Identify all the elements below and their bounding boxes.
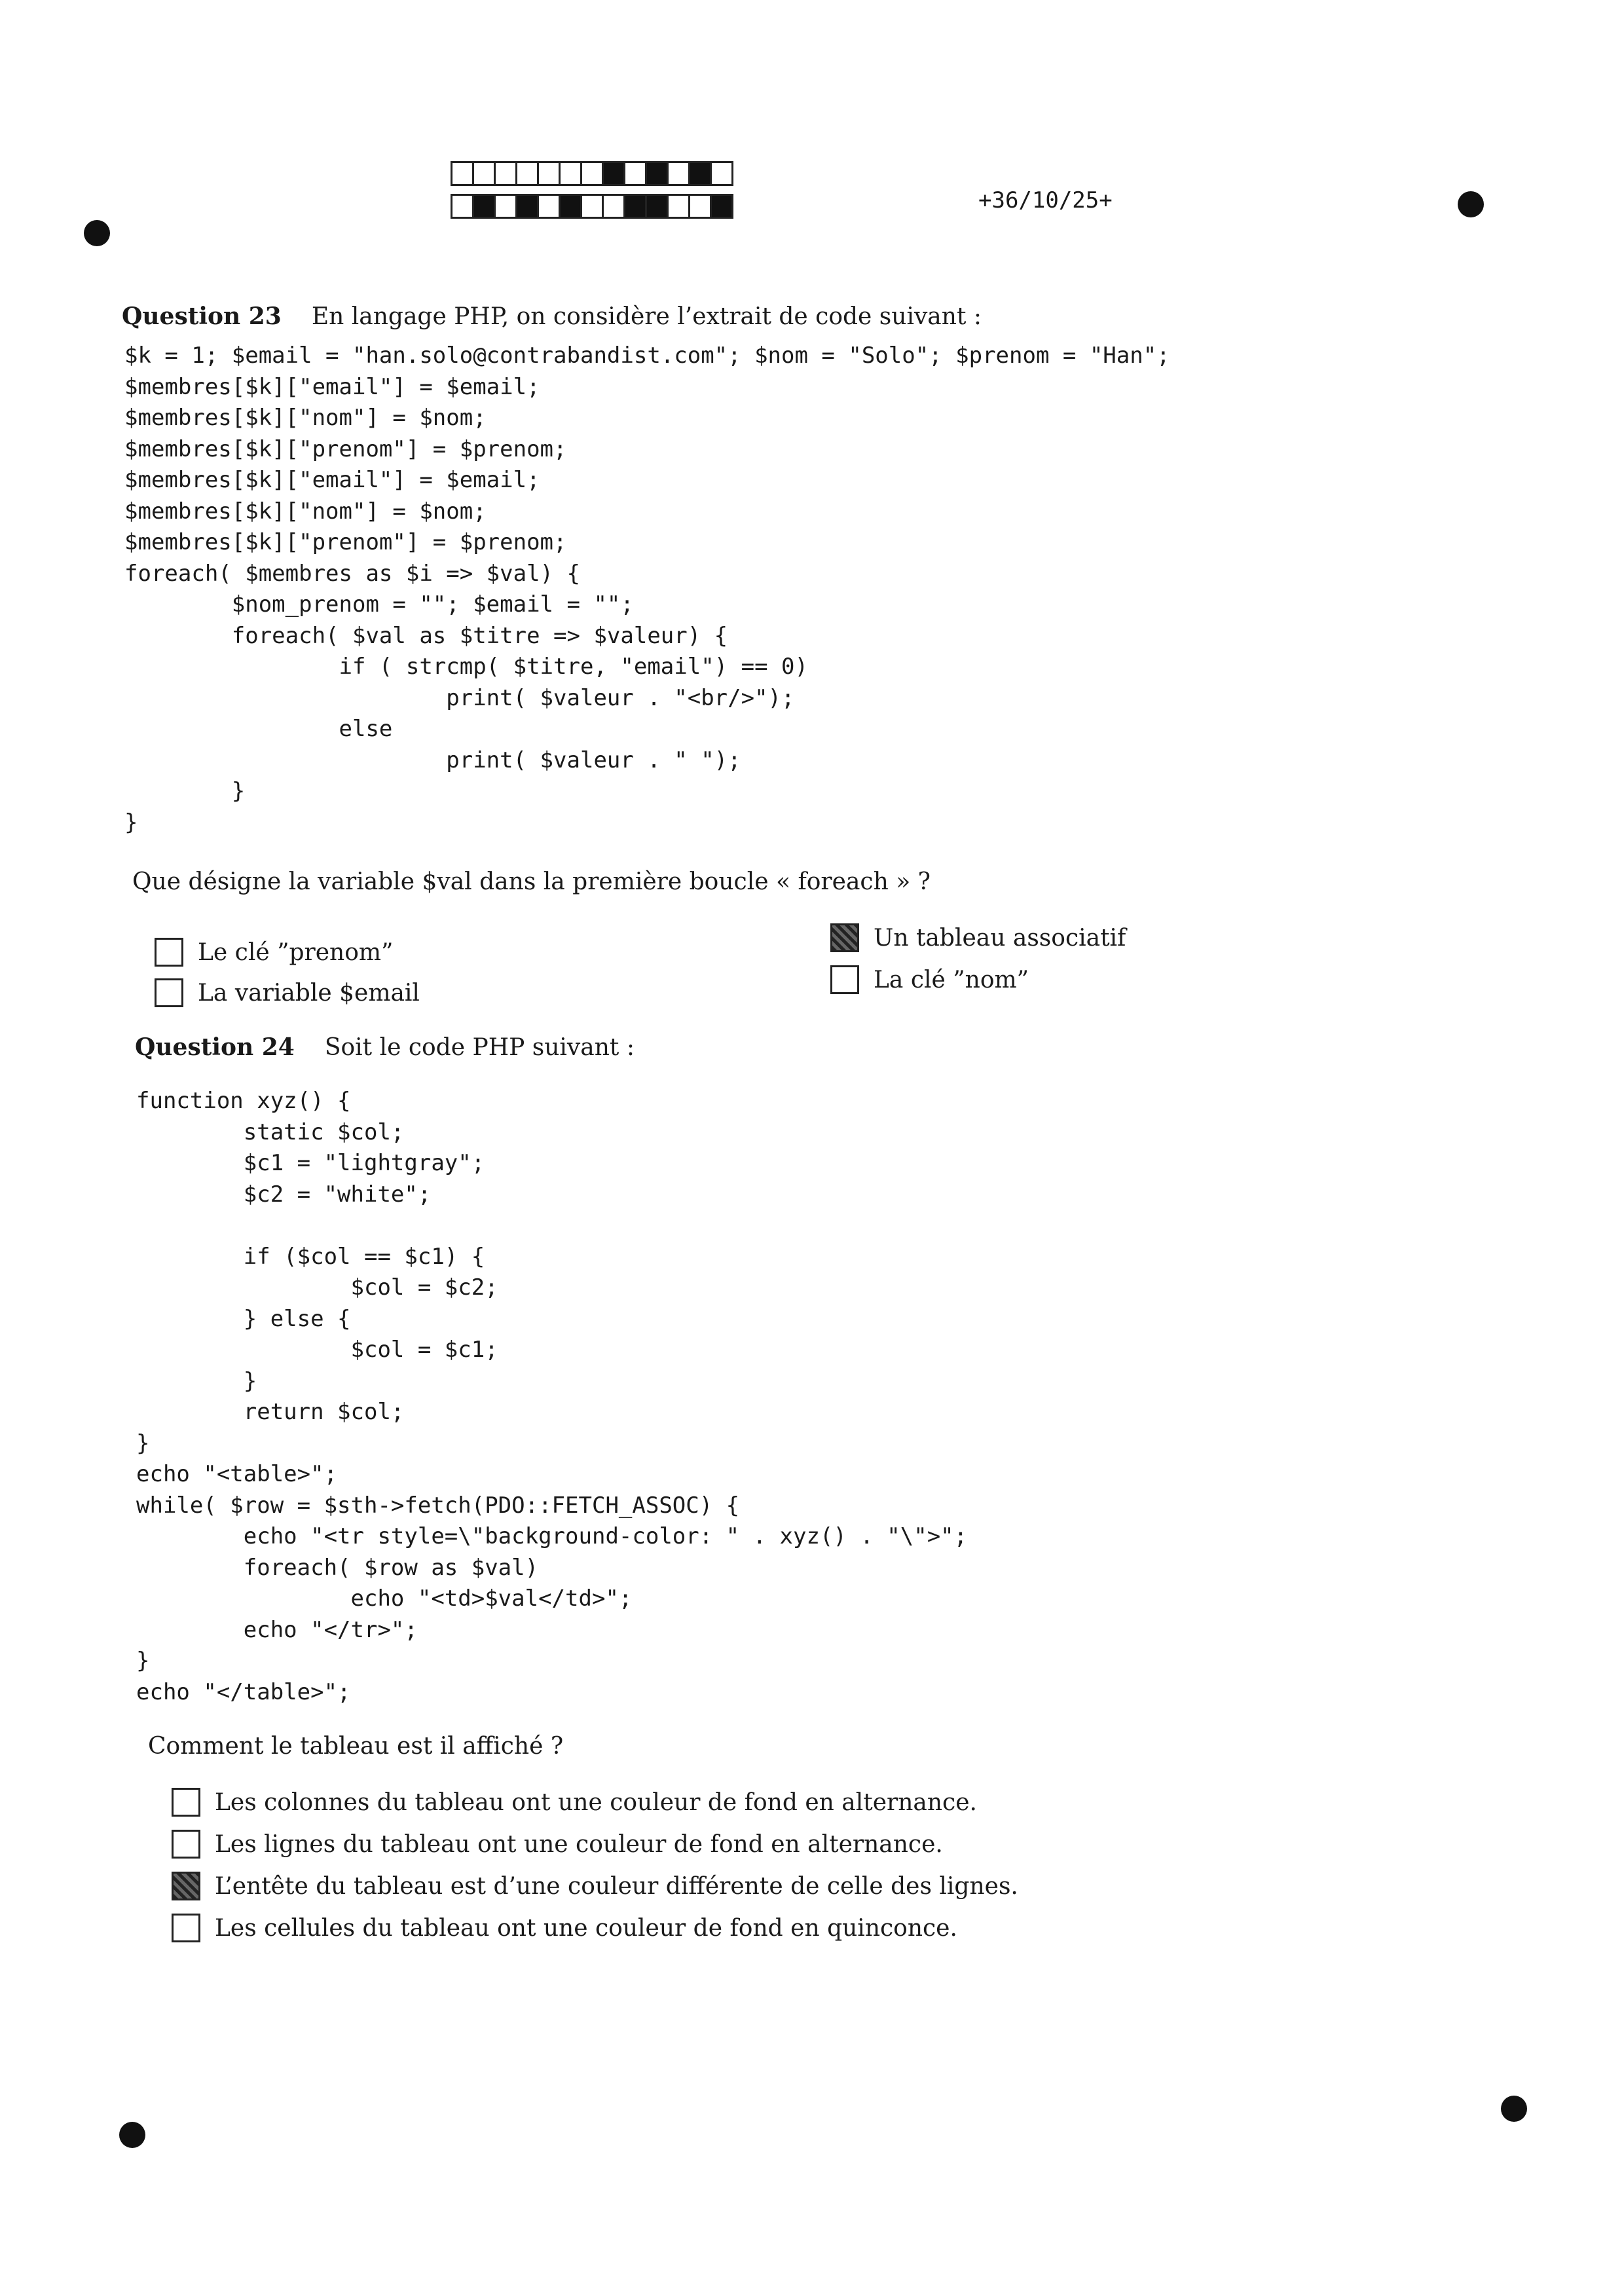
id-grid-row-2 xyxy=(451,194,731,219)
id-grid-cell xyxy=(559,194,582,219)
id-grid-cell xyxy=(623,194,647,219)
q23-option-1[interactable] xyxy=(155,938,393,967)
id-grid-cell xyxy=(667,161,690,186)
question-23-prompt: Que désigne la variable $val dans la première boucle « foreach » ? xyxy=(132,868,931,895)
id-grid-cell xyxy=(710,161,733,186)
q24-option-2-label: Les lignes du tableau ont une couleur de fond en alternance. xyxy=(215,1830,943,1858)
registration-mark-bottom-right xyxy=(1501,2096,1527,2122)
q24-option-3[interactable] xyxy=(172,1872,1018,1900)
question-23-label: Question 23 xyxy=(122,303,282,330)
q24-option-3-checkbox[interactable] xyxy=(172,1872,200,1900)
id-grid-cell xyxy=(688,194,712,219)
id-grid-cell xyxy=(645,161,669,186)
q24-option-2[interactable] xyxy=(172,1830,943,1859)
q23-option-4[interactable] xyxy=(830,965,1029,994)
id-grid-row-1 xyxy=(451,161,731,186)
id-grid-cell xyxy=(537,194,561,219)
question-24-prompt: Comment le tableau est il affiché ? xyxy=(148,1733,564,1760)
q23-option-2[interactable] xyxy=(155,978,420,1007)
q24-option-4-label: Les cellules du tableau ont une couleur de fond en quinconce. xyxy=(215,1914,957,1942)
id-grid-cell xyxy=(667,194,690,219)
id-grid-cell xyxy=(472,194,496,219)
id-grid-cell xyxy=(472,161,496,186)
question-24-title: Soit le code PHP suivant : xyxy=(324,1034,635,1061)
id-grid-cell xyxy=(710,194,733,219)
id-grid-cell xyxy=(451,161,474,186)
question-24-header xyxy=(135,1033,635,1061)
q23-option-3[interactable] xyxy=(830,923,1126,952)
q24-option-3-label: L’entête du tableau est d’une couleur différente de celle des lignes. xyxy=(215,1872,1018,1900)
q23-option-3-checkbox[interactable] xyxy=(830,923,859,952)
question-24-code: function xyz() { static $col; $c1 = "lightgray"; $c2 = "white"; if ($col == $c1) { $col = $c2; } else { $col = $c1; } return $col; } echo "<table>"; while( $row = $sth->fetch(PDO::FETCH_ASSOC) { echo "<tr style=\"background-color: " . xyz() . "\">"; foreach( $row as $val) echo "<td>$val</td>"; echo "</tr>"; } echo "</table>"; xyxy=(136,1088,968,1705)
q24-option-1-label: Les colonnes du tableau ont une couleur de fond en alternance. xyxy=(215,1788,977,1816)
id-grid-cell xyxy=(688,161,712,186)
id-grid-cell xyxy=(537,161,561,186)
q23-option-4-label: La clé ”nom” xyxy=(874,966,1029,993)
id-grid-cell xyxy=(645,194,669,219)
question-23-header xyxy=(122,303,982,330)
page-code: +36/10/25+ xyxy=(978,187,1113,213)
question-23-code: $k = 1; $email = "han.solo@contrabandist.com"; $nom = "Solo"; $prenom = "Han"; $membres[$k]["email"] = $email; $membres[$k]["nom"] = $nom; $membres[$k]["prenom"] = $prenom; $membres[$k]["email"] = $email; $membres[$k]["nom"] = $nom; $membres[$k]["prenom"] = $prenom; foreach( $membres as $i => $val) { $nom_prenom = ""; $email = ""; foreach( $val as $titre => $valeur) { if ( strcmp( $titre, "email") == 0) print( $valeur . "<br/>"); else print( $valeur . " "); } } xyxy=(124,343,1170,836)
registration-mark-bottom-left xyxy=(119,2122,145,2148)
q23-option-4-checkbox[interactable] xyxy=(830,965,859,994)
id-grid-cell xyxy=(580,161,604,186)
q24-option-1[interactable] xyxy=(172,1788,977,1817)
id-grid-cell xyxy=(559,161,582,186)
id-grid-cell xyxy=(494,194,517,219)
q24-option-4[interactable] xyxy=(172,1914,957,1942)
q23-option-1-checkbox[interactable] xyxy=(155,938,183,967)
id-grid-cell xyxy=(602,161,625,186)
registration-mark-top-right xyxy=(1458,191,1484,217)
q23-option-3-label: Un tableau associatif xyxy=(874,924,1126,952)
id-grid-cell xyxy=(623,161,647,186)
q23-option-1-label: Le clé ”prenom” xyxy=(198,938,394,966)
id-grid-cell xyxy=(580,194,604,219)
q23-option-2-checkbox[interactable] xyxy=(155,978,183,1007)
q23-option-2-label: La variable $email xyxy=(198,979,420,1007)
id-grid-cell xyxy=(494,161,517,186)
question-24-label: Question 24 xyxy=(135,1033,295,1061)
q24-option-2-checkbox[interactable] xyxy=(172,1830,200,1859)
q24-option-4-checkbox[interactable] xyxy=(172,1914,200,1942)
id-grid-cell xyxy=(451,194,474,219)
id-grid-cell xyxy=(515,161,539,186)
id-grid-cell xyxy=(602,194,625,219)
id-grid-cell xyxy=(515,194,539,219)
q24-option-1-checkbox[interactable] xyxy=(172,1788,200,1817)
question-23-title: En langage PHP, on considère l’extrait de code suivant : xyxy=(311,303,982,330)
registration-mark-top-left xyxy=(84,220,110,246)
